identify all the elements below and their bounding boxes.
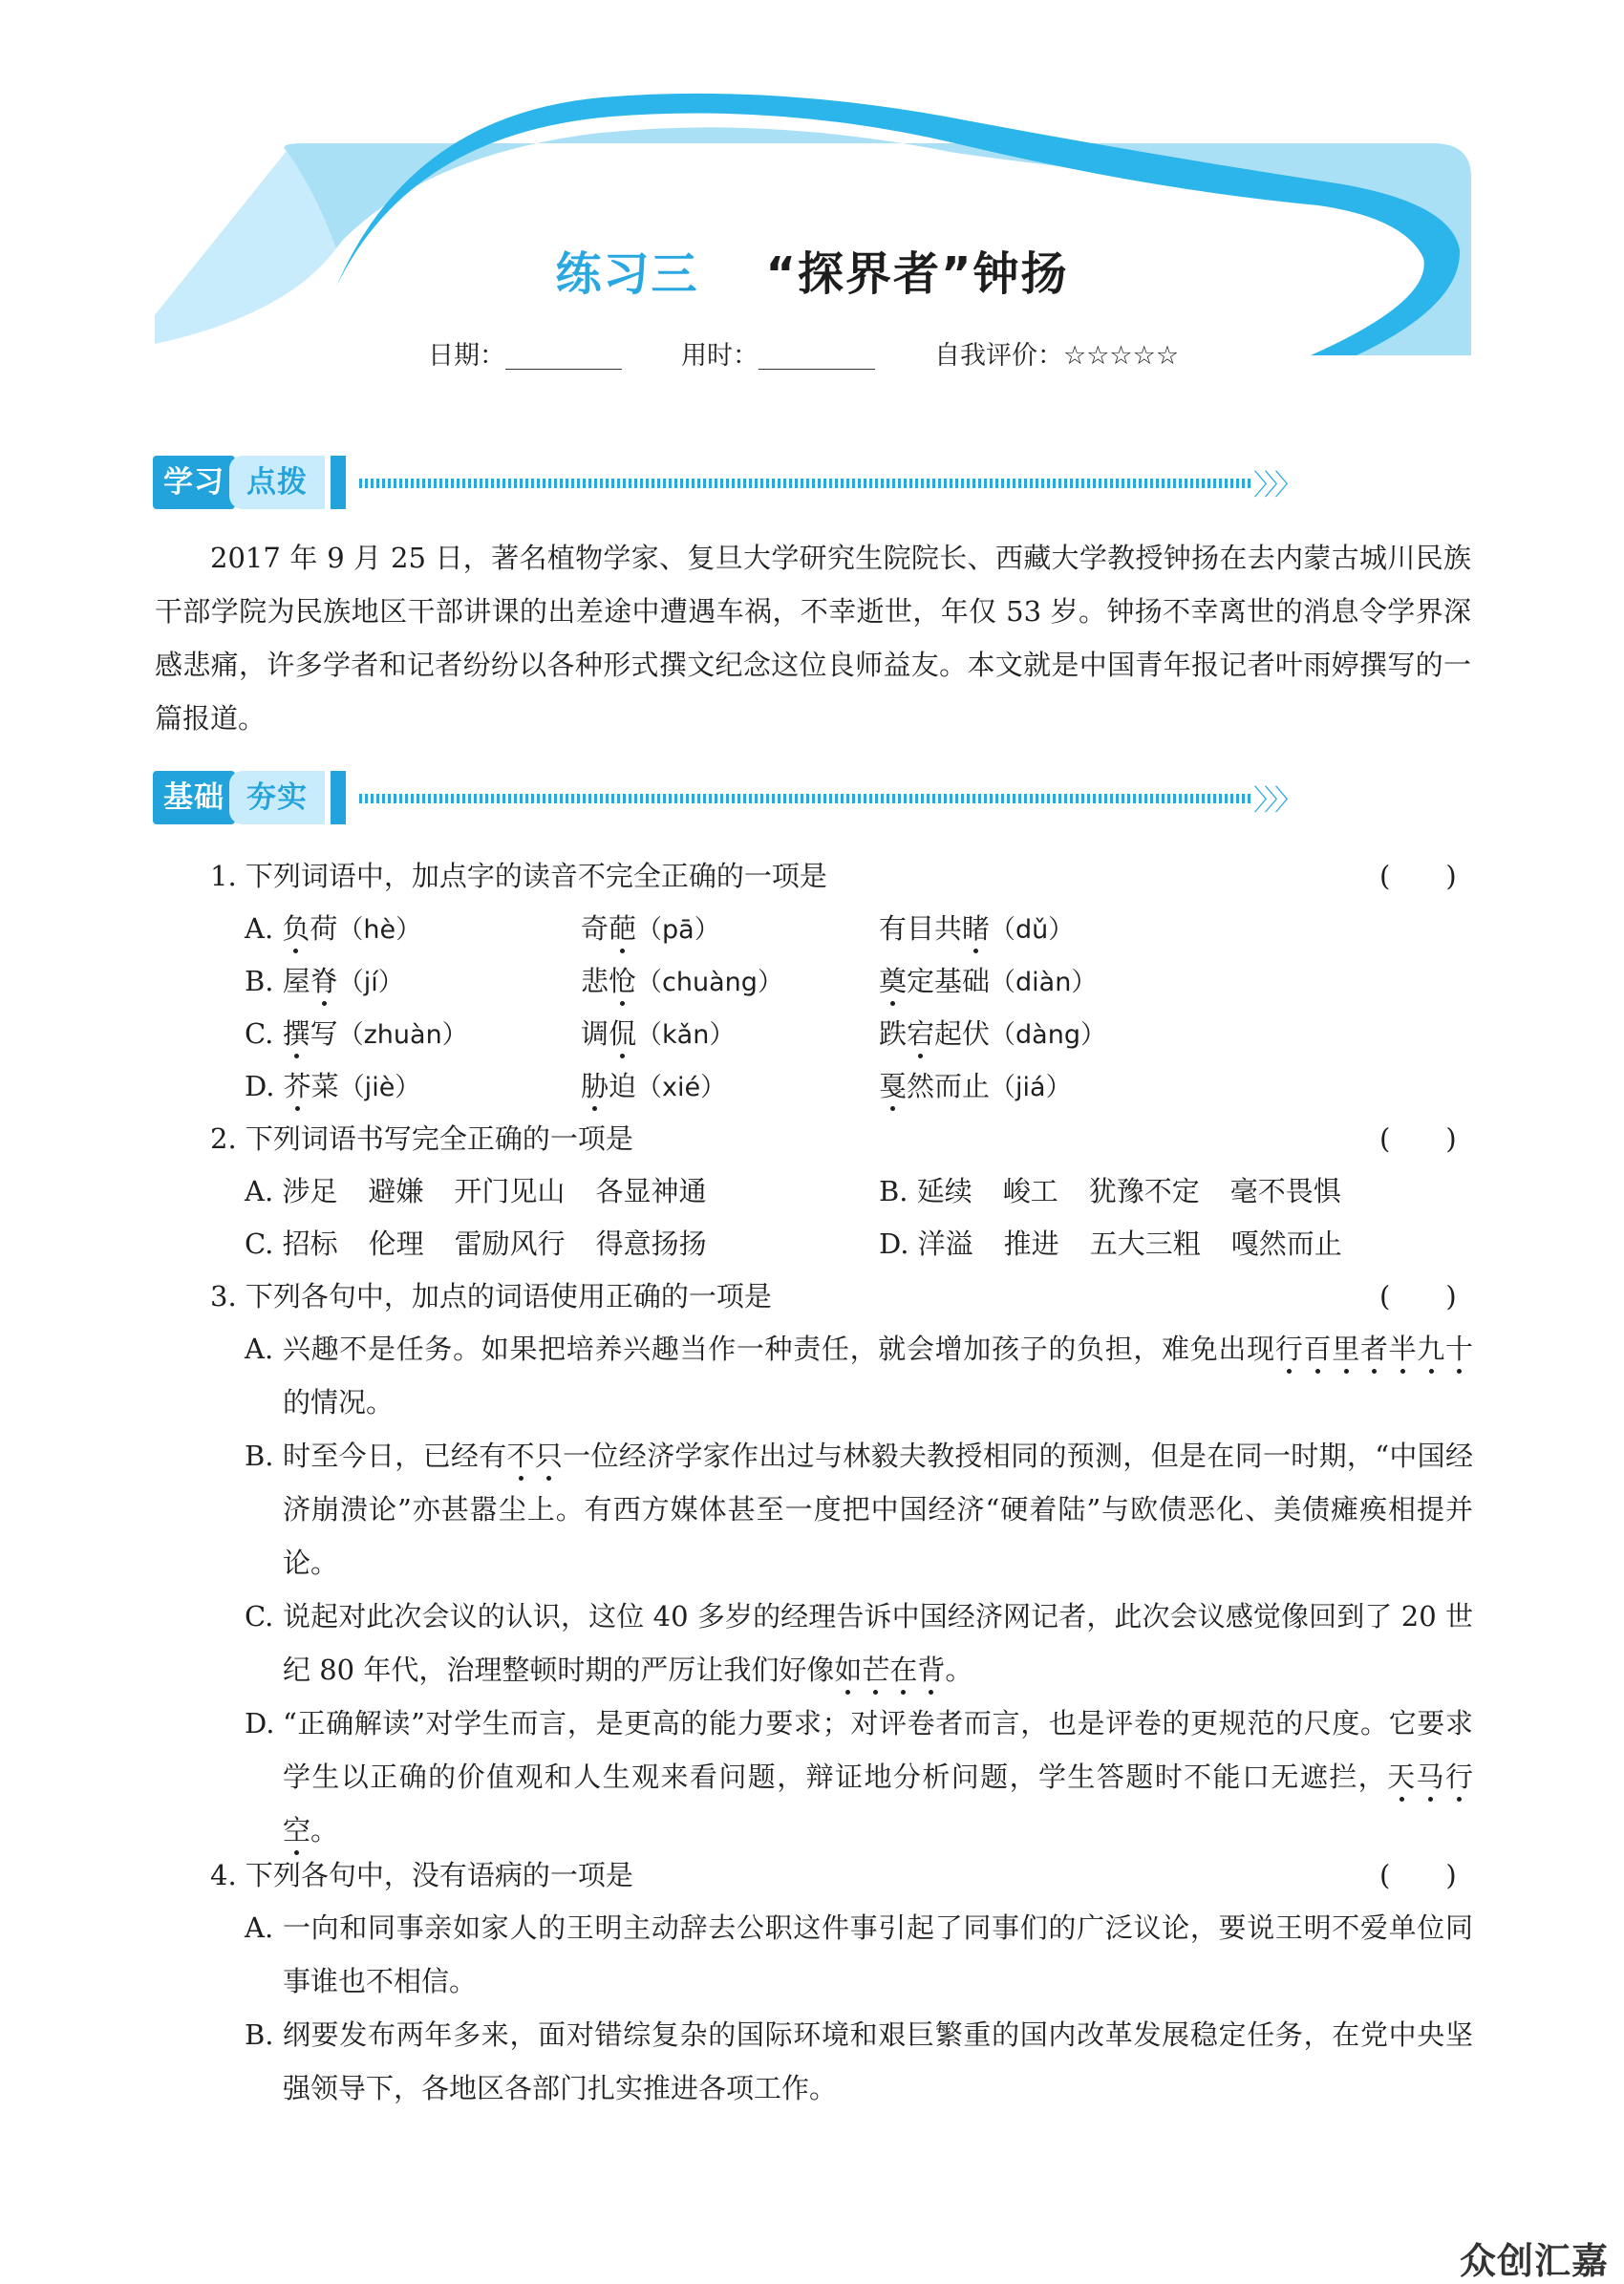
lesson-number: 练习三 (555, 247, 699, 301)
emphasis-char: 半 (1388, 1333, 1418, 1365)
dotted-rule (359, 794, 1253, 803)
emphasis-char: 百 (1303, 1333, 1333, 1365)
emphasis-char: 马 (1416, 1761, 1445, 1793)
eval-label: 自我评价： (934, 341, 1063, 371)
section-tag-primary: 学习 (153, 456, 235, 509)
answer-blank-1[interactable]: ( ) (1379, 860, 1457, 892)
emphasis-char: 如 (834, 1654, 863, 1686)
dotted-rule (359, 479, 1253, 488)
dotted-term (1275, 1333, 1473, 1365)
time-label: 用时： (681, 341, 759, 371)
section-basics (153, 771, 1299, 828)
q3-option-b: B. 时至今日，已经有不只一位经济学家作出过与林毅夫教授相同的预测，但是在同一时期，“中国经济崩溃论”亦甚嚣尘上。有西方媒体甚至一度把中国经济“硬着陆”与欧债恶化、美债瘫痪相提并论。 (245, 1440, 1473, 1579)
q3-option-c: C. 说起对此次会议的认识，这位 40 多岁的经理告诉中国经济网记者，此次会议感觉像回到了 20 世纪 80 年代，治理整顿时期的严厉让我们好像如芒在背。 (245, 1600, 1473, 1686)
emphasis-char: 九 (1417, 1333, 1445, 1365)
rating-stars[interactable]: ☆☆☆☆☆ (1063, 341, 1180, 371)
section-study-tips (153, 456, 1299, 513)
emphasis-char: 行 (1274, 1333, 1304, 1365)
answer-blank-3[interactable]: ( ) (1379, 1280, 1457, 1313)
q2-option-b: B. 延续 峻工 犹豫不定 毫不畏惧 (879, 1175, 1341, 1207)
emphasis-char: 芒 (862, 1654, 890, 1686)
emphasis-char: 背 (917, 1654, 946, 1686)
answer-blank-2[interactable]: ( ) (1379, 1122, 1457, 1155)
question-2-stem: 2. 下列词语书写完全正确的一项是 (210, 1122, 633, 1155)
record-line (428, 334, 1288, 372)
question-3-stem: 3. 下列各句中，加点的词语使用正确的一项是 (210, 1280, 772, 1313)
watermark-logo: 众创汇嘉 (1460, 2240, 1610, 2282)
emphasis-char: 只 (534, 1440, 564, 1472)
section-tag-secondary: 夯实 (229, 771, 325, 824)
emphasis-char: 在 (889, 1654, 918, 1686)
emphasis-char: 行 (1444, 1761, 1473, 1793)
chevrons-icon: 〉〉〉 (1253, 469, 1299, 502)
dotted-term (834, 1654, 945, 1686)
emphasis-char: 里 (1332, 1333, 1360, 1365)
word: 负荷 (282, 912, 338, 945)
dotted-term (507, 1440, 564, 1472)
q3-option-a: A. 兴趣不是任务。如果把培养兴趣当作一种责任，就会增加孩子的负担，难免出现行百里者半九十的情况。 (245, 1333, 1473, 1419)
time-field[interactable] (759, 344, 875, 370)
section-tag-primary: 基础 (153, 771, 235, 824)
emphasis-char: 者 (1359, 1333, 1389, 1365)
q4-option-b: B. 纲要发布两年多来，面对错综复杂的国际环境和艰巨繁重的国内改革发展稳定任务，在党中央坚强领导下，各地区各部门扎实推进各项工作。 (245, 2018, 1473, 2104)
emphasis-char: 不 (506, 1440, 535, 1472)
date-label: 日期： (428, 341, 505, 371)
q2-option-a: A. 涉足 避嫌 开门见山 各显神通 (245, 1175, 707, 1207)
question-4-stem: 4. 下列各句中，没有语病的一项是 (210, 1859, 633, 1891)
intro-paragraph: 2017 年 9 月 25 日，著名植物学家、复旦大学研究生院院长、西藏大学教授钟扬在去内蒙古城川民族干部学院为民族地区干部讲课的出差途中遭遇车祸，不幸逝世，年仅 53 岁。钟扬不幸离世的消息令学界深感悲痛，许多学者和记者纷纷以各种形式撰文纪念这位良师益友。本文就是中国青年报记者叶雨婷撰写的一篇报道。 (155, 542, 1471, 735)
q2-option-d: D. 洋溢 推进 五大三粗 嘎然而止 (879, 1227, 1342, 1260)
section-tag-secondary: 点拨 (229, 456, 325, 509)
q2-option-c: C. 招标 伦理 雷励风行 得意扬扬 (245, 1227, 707, 1260)
page-title (0, 237, 1624, 303)
emphasis-char: 十 (1444, 1333, 1473, 1365)
banner-dark-wave (336, 94, 1460, 355)
answer-blank-4[interactable]: ( ) (1379, 1859, 1457, 1891)
question-1-stem: 1. 下列词语中，加点字的读音不完全正确的一项是 (210, 860, 827, 892)
emphasis-char: 空 (283, 1814, 311, 1846)
emphasis-char: 天 (1387, 1761, 1417, 1793)
q3-option-d: D. “正确解读”对学生而言，是更高的能力要求；对评卷者而言，也是评卷的更规范的尺度。它要求学生以正确的价值观和人生观来看问题，辩证地分析问题，学生答题时不能口无遮拦，天马行空。 (245, 1707, 1473, 1846)
chevrons-icon: 〉〉〉 (1253, 784, 1299, 818)
date-field[interactable] (505, 344, 622, 370)
lesson-title: “探界者”钟扬 (765, 247, 1069, 301)
q4-option-a: A. 一向和同事亲如家人的王明主动辞去公职这件事引起了同事们的广泛议论，要说王明不爱单位同事谁也不相信。 (245, 1911, 1473, 1997)
